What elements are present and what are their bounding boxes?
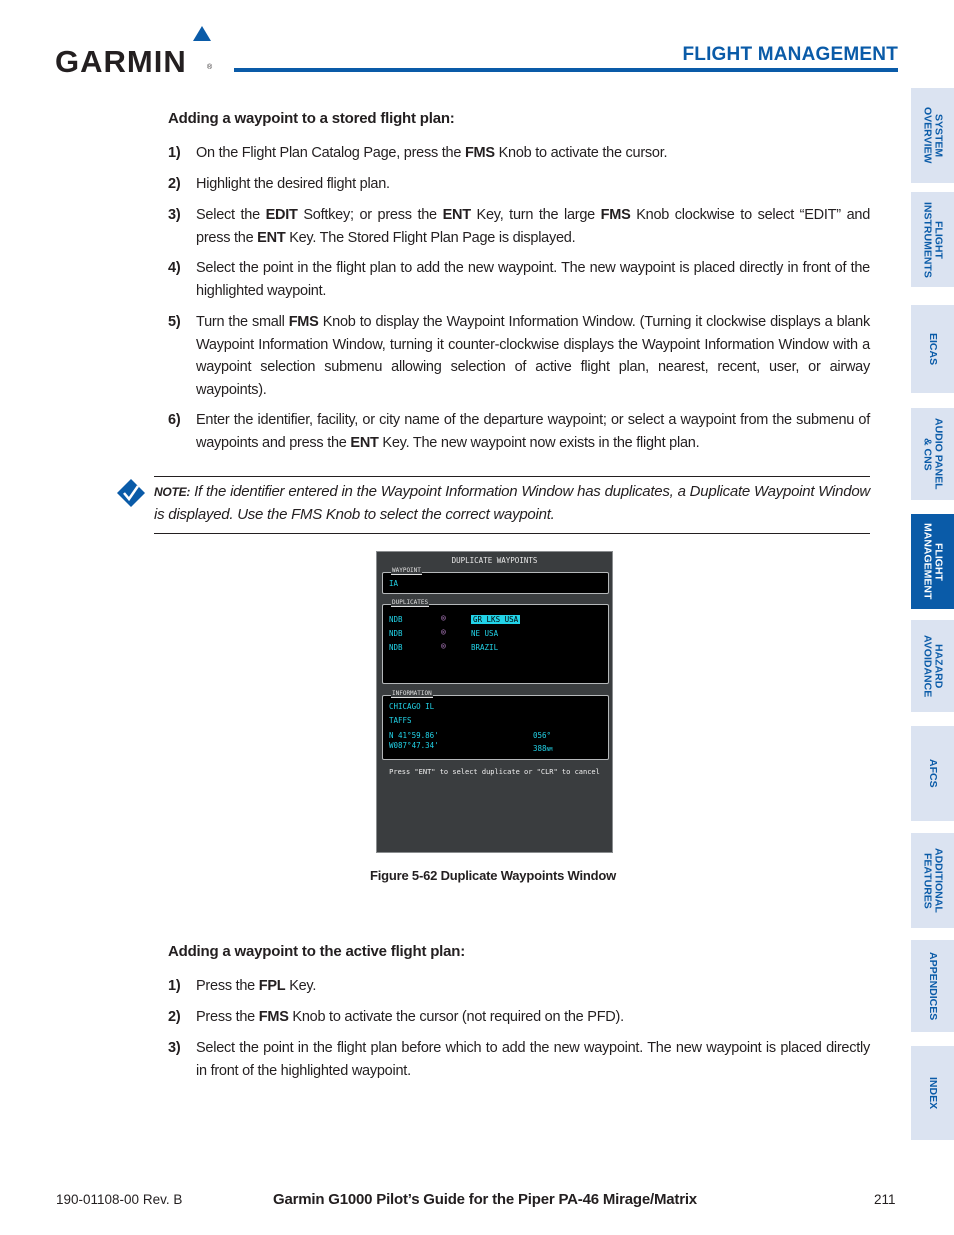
info-bearing: 056° [533, 731, 552, 740]
control-name: FMS [258, 1009, 289, 1025]
note-top-rule [154, 476, 870, 477]
dup-type-2: NDB [389, 629, 403, 638]
dup-name-3[interactable]: BRAZIL [471, 643, 499, 652]
ndb-icon: ◎ [441, 627, 446, 636]
side-tab-additional-features[interactable] [911, 833, 954, 928]
step-number: 5) [168, 314, 181, 330]
note-label: NOTE: [154, 485, 191, 499]
section2-step-1 [168, 975, 870, 998]
window-instructions: Press "ENT" to select duplicate or "CLR" to cancel [389, 768, 600, 776]
step-number: 2) [168, 1009, 181, 1025]
ndb-icon: ◎ [441, 613, 446, 622]
side-tab-system-overview[interactable] [911, 88, 954, 183]
dup-type-1: NDB [389, 615, 403, 624]
side-tab-index[interactable] [911, 1046, 954, 1140]
side-tab-label: AFCS [927, 759, 939, 788]
dup-name-1: GR LKS USA [473, 615, 519, 624]
side-tab-label: INDEX [927, 1076, 939, 1110]
step-number: 1) [168, 978, 181, 994]
info-distance [533, 744, 553, 753]
step-number: 1) [168, 145, 181, 161]
side-tab-label: HAZARD AVOIDANCE [921, 634, 945, 698]
dup-type-3: NDB [389, 643, 403, 652]
side-tab-label: FLIGHT INSTRUMENTS [921, 201, 945, 278]
control-name: ENT [350, 434, 379, 451]
control-name: FMS [600, 207, 631, 223]
section1-step-2 [168, 173, 870, 196]
duplicates-box [382, 599, 609, 684]
registered-mark: ® [207, 64, 213, 71]
side-tab-label: ADDITIONAL FEATURES [921, 848, 945, 913]
side-tab-label: AUDIO PANEL & CNS [921, 418, 945, 490]
section1-step-6 [168, 409, 870, 454]
side-tab-hazard-avoidance[interactable] [911, 620, 954, 712]
control-name: FPL [258, 978, 286, 994]
waypoint-field[interactable]: IA [389, 579, 399, 588]
step-number: 3) [168, 1040, 181, 1056]
step-number: 4) [168, 260, 181, 276]
side-tab-afcs[interactable] [911, 726, 954, 821]
step-number: 3) [168, 207, 181, 223]
step-number: 6) [168, 412, 181, 428]
note-text [154, 481, 870, 526]
section1-step-4 [168, 257, 870, 302]
dup-name-2[interactable]: NE USA [471, 629, 499, 638]
information-box [382, 690, 609, 760]
section2-step-3 [168, 1037, 870, 1082]
side-tab-appendices[interactable] [911, 940, 954, 1032]
info-name: TAFFS [389, 716, 412, 725]
control-name: ENT [257, 229, 286, 246]
step-text: Highlight the desired flight plan. [196, 176, 390, 192]
section1-step-1 [168, 142, 870, 165]
footer-title: Garmin G1000 Pilot’s Guide for the Piper PA-46 Mirage/Matrix [273, 1191, 697, 1208]
control-name: EDIT [265, 207, 298, 223]
info-city: CHICAGO IL [389, 702, 435, 711]
checkmark-note-icon [116, 478, 146, 508]
info-lat: N 41°59.86' [389, 731, 439, 740]
step-text: On the Flight Plan Catalog Page, press the FMS Knob to activate the cursor. [196, 145, 668, 161]
page-number: 211 [874, 1192, 896, 1207]
logo-text: GARMIN [55, 44, 187, 79]
dup-item-selected[interactable] [471, 615, 520, 624]
step-number: 2) [168, 176, 181, 192]
ndb-icon: ◎ [441, 641, 446, 650]
side-tab-flight-management[interactable] [911, 514, 954, 609]
side-tab-label: EICAS [927, 332, 939, 366]
side-tab-flight-instruments[interactable] [911, 192, 954, 287]
info-distance-unit: NM [546, 747, 553, 753]
step-text: Press the FMS Knob to activate the cursor (not required on the PFD). [196, 1009, 624, 1025]
section1-step-3 [168, 204, 870, 249]
side-tab-eicas[interactable] [911, 305, 954, 393]
side-tab-audio-panel-cns[interactable] [911, 408, 954, 500]
garmin-logo [55, 26, 220, 79]
step-text: Press the FPL Key. [196, 978, 317, 994]
section2-step-2 [168, 1006, 870, 1029]
note-bottom-rule [154, 533, 870, 534]
side-tab-label: FLIGHT MANAGEMENT [921, 523, 945, 600]
side-tab-label: SYSTEM OVERVIEW [921, 107, 945, 164]
information-label: INFORMATION [392, 690, 432, 697]
section-title: FLIGHT MANAGEMENT [682, 44, 898, 65]
step-text: Select the point in the flight plan to add the new waypoint. The new waypoint is placed directly in front of the highlighted waypoint. [196, 260, 870, 299]
control-name: FMS [288, 314, 319, 330]
note-body: If the identifier entered in the Waypoint Information Window has duplicates, a Duplicate Waypoint Window is displayed. Use the FMS Knob to select the correct waypoint. [154, 483, 870, 523]
info-distance-value: 388 [533, 744, 547, 753]
section1-step-5 [168, 311, 870, 401]
window-title: DUPLICATE WAYPOINTS [451, 556, 538, 565]
waypoint-box [382, 567, 609, 594]
control-name: FMS [464, 145, 495, 161]
duplicates-label: DUPLICATES [392, 599, 429, 606]
duplicate-waypoints-window [376, 551, 613, 853]
control-name: ENT [442, 207, 471, 223]
waypoint-label: WAYPOINT [392, 567, 421, 574]
header-rule [234, 68, 898, 72]
section2-heading: Adding a waypoint to the active flight plan: [168, 943, 466, 960]
section1-heading: Adding a waypoint to a stored flight plan: [168, 110, 455, 127]
figure-caption: Figure 5-62 Duplicate Waypoints Window [370, 868, 617, 883]
logo-triangle-icon [193, 26, 211, 41]
step-text: Turn the small FMS Knob to display the Waypoint Information Window. (Turning it clockwise displays a blank Waypoint Information Window, turning it counter-clockwise displays the Waypoint Information Window with a waypoint selection submenu allowing selection of active flight plan, nearest, recent, user, or airway waypoints). [196, 314, 870, 398]
step-text: Enter the identifier, facility, or city name of the departure waypoint; or select a waypoint from the submenu of waypoints and press the ENT Key. The new waypoint now exists in the flight plan. [196, 412, 870, 451]
step-text: Select the EDIT Softkey; or press the ENT Key, turn the large FMS Knob clockwise to select “EDIT” and press the ENT Key. The Stored Flight Plan Page is displayed. [196, 207, 871, 246]
step-text: Select the point in the flight plan before which to add the new waypoint. The new waypoint is placed directly in front of the highlighted waypoint. [196, 1040, 870, 1079]
info-lon: W087°47.34' [389, 741, 439, 750]
doc-number: 190-01108-00 Rev. B [56, 1192, 183, 1207]
side-tab-label: APPENDICES [927, 951, 939, 1021]
